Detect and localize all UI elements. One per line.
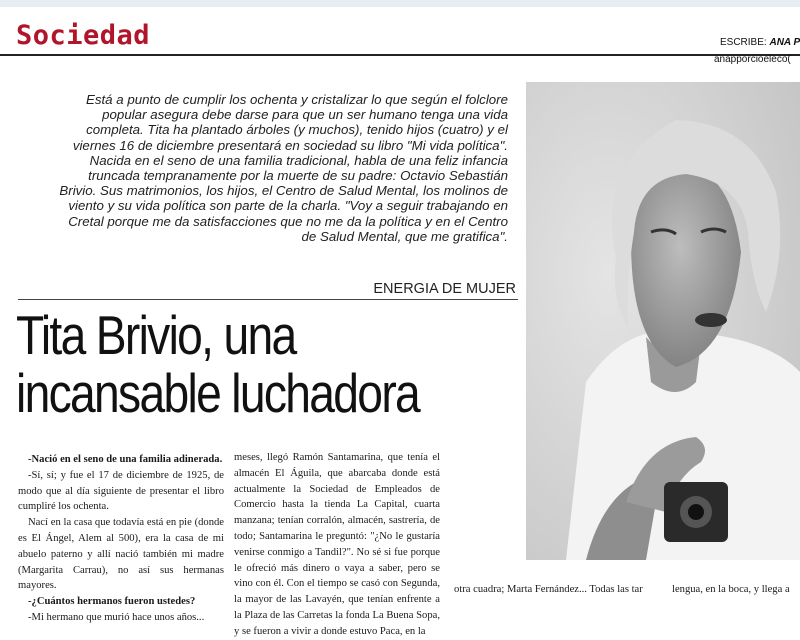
section-label: Sociedad bbox=[16, 20, 151, 51]
body-column-4: lengua, en la boca, y llega a bbox=[672, 584, 790, 595]
interview-answer: meses, llegó Ramón Santamarina, que tenía el almacén El Águila, que abarcaba donde está actualmente la Sociedad de Empleados de Comercio hasta la tienda La Capital, cuarta manzana; tenían corralón, almacén, sastrería, de todo; Santamarina le preguntó: "¿No le gustaría venirse conmigo a Tandil?". No sé si fue porque le ofreció más dinero o vaya a saber, pero se vino con él. Con el tiempo se casó con Segunda, la mayor de las Lavayén, que tenían enfrente a la Plaza de las Carretas la fonda La Buena Sopa, y se fueron a vivir a donde estuvo Paca, en la bbox=[234, 452, 440, 637]
byline-author: ANA P bbox=[769, 37, 800, 48]
portrait-photo-illustration bbox=[526, 82, 800, 560]
intro-paragraph: Está a punto de cumplir los ochenta y cristalizar lo que según el folclore popular asegura debe darse para que un ser humano tenga una vida completa. Tita ha plantado árboles (y muchos), tenido hijos (cuatro) y el viernes 16 de diciembre presentará en sociedad su libro "Mi vida política". Nacida en el seno de una familia tradicional, habla de una feliz infancia truncada tempranamente por la muerte de su padre: Octavio Sebastián Brivio. Sus matrimonios, los hijos, el Centro de Salud Mental, los molinos de viento y su vida política son parte de la charla. "Voy a seguir trabajando en Cretal porque me da satisfacciones que no me da la política y en el Centro de Salud Mental, que me gratifica". bbox=[59, 92, 508, 244]
byline bbox=[720, 37, 800, 48]
interview-answer: Nací en la casa que todavía está en pie (donde es El Ángel, Alem al 500), era la casa de mi abuelo paterno y allí nació también mi madre (Margarita Carrau), no así sus hermanas mayores. bbox=[18, 517, 224, 592]
headline bbox=[16, 306, 440, 422]
headline-line-2: incansable luchadora bbox=[16, 362, 420, 424]
kicker: ENERGIA DE MUJER bbox=[373, 281, 516, 297]
interview-answer: -Sí, sí; y fue el 17 de diciembre de 1925, de modo que al día siguiente de presentar el libro cumpliré los ochenta. bbox=[18, 469, 224, 513]
portrait-photo bbox=[526, 82, 800, 560]
header-rule bbox=[0, 54, 800, 56]
top-band bbox=[0, 0, 800, 7]
body-column-3: otra cuadra; Marta Fernández... Todas las tar bbox=[454, 584, 643, 595]
interview-answer: -Mi hermano que murió hace unos años... bbox=[28, 611, 205, 623]
body-column-2 bbox=[234, 450, 440, 640]
author-email[interactable]: anapporcioeleco( bbox=[714, 54, 791, 65]
interview-question: -Nació en el seno de una familia adinerada. bbox=[28, 454, 223, 465]
kicker-rule bbox=[18, 299, 518, 300]
byline-prefix: ESCRIBE: bbox=[720, 37, 767, 48]
interview-question: -¿Cuántos hermanos fueron ustedes? bbox=[28, 596, 196, 608]
headline-line-1: Tita Brivio, una bbox=[16, 304, 296, 366]
